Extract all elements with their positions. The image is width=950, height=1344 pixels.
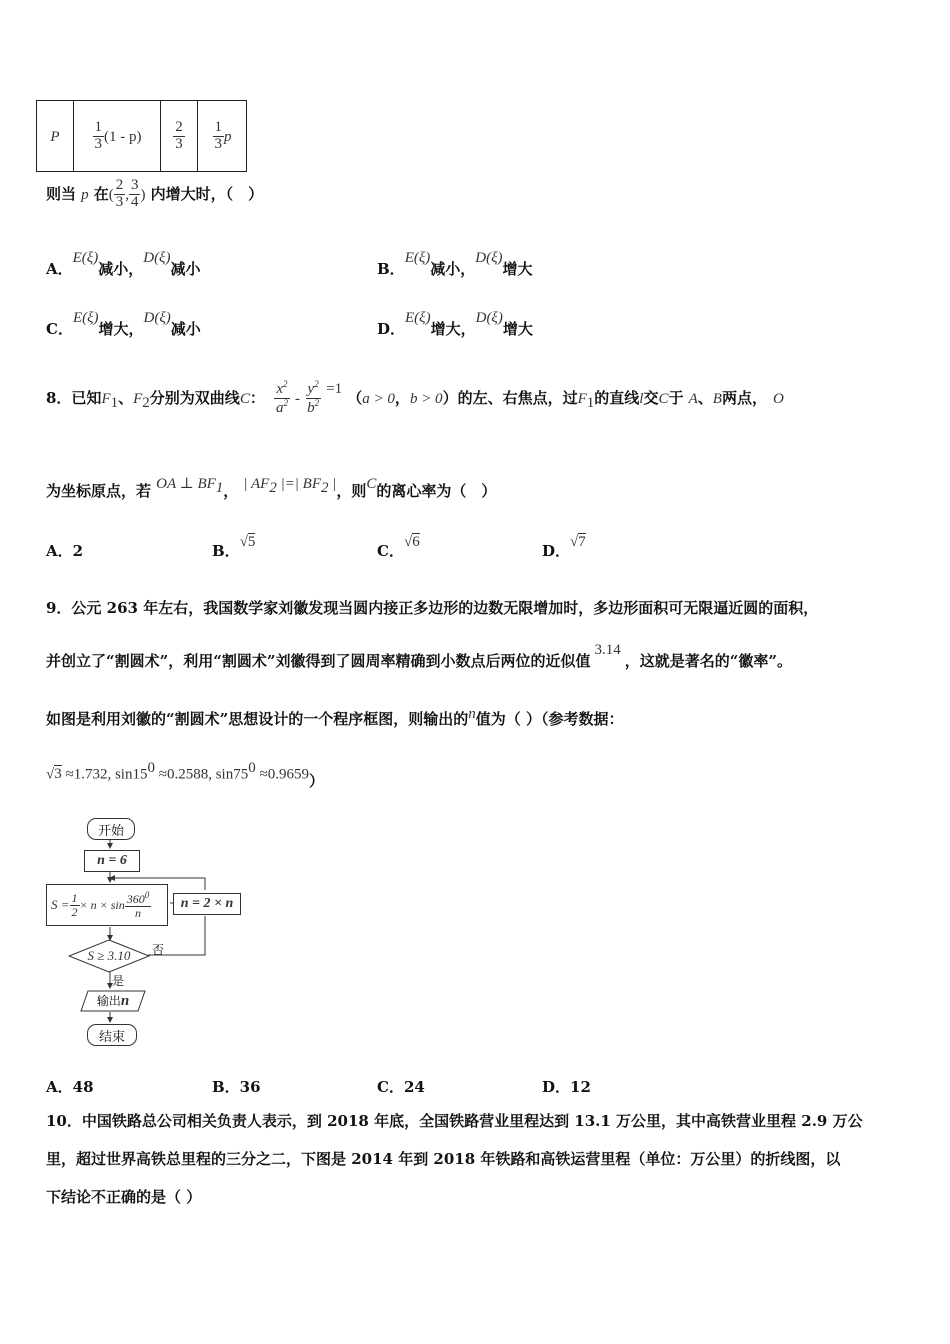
- flowchart-connectors: [40, 810, 260, 1050]
- q9-line1: 9．公元 263 年左右，我国数学家刘徽发现当圆内接正多边形的边数无限增加时，多边形面积可无限逼近圆的面积，: [46, 599, 819, 617]
- table-row-label: P: [37, 101, 74, 172]
- q7-option-a[interactable]: A．E(ξ)减小，D(ξ)减小: [46, 250, 201, 278]
- q10-line1: 10．中国铁路总公司相关负责人表示，到 2018 年底，全国铁路营业里程达到 13.1 万公里，其中高铁营业里程 2.9 万公: [46, 1112, 863, 1130]
- q8-option-d[interactable]: D．√7: [542, 534, 586, 560]
- q9-line3: 如图是利用刘徽的“割圆术”思想设计的一个程序框图，则输出的n值为（ ）（参考数据：: [46, 706, 624, 728]
- q8-option-c[interactable]: C．√6: [377, 534, 420, 560]
- q10-line2: 里，超过世界高铁总里程的三分之二，下图是 2014 年到 2018 年铁路和高铁运营里程（单位：万公里）的折线图，以: [46, 1150, 841, 1168]
- flow-no-label: 否: [152, 943, 165, 957]
- q8-option-a[interactable]: A．2: [46, 542, 84, 560]
- q7-option-d[interactable]: D．E(ξ)增大，D(ξ)增大: [377, 310, 533, 338]
- q9-option-b[interactable]: B．36: [212, 1078, 261, 1096]
- flow-calc: S = $\frac{1}{2}$ × n × sin $\frac{360^0}{n}$: [46, 884, 168, 926]
- q7-stem: 则当 p 在( $\frac{2}{3}$ , $\frac{3}{4}$ ) 内增大时，（ ）: [46, 177, 264, 210]
- flow-init: n = 6: [84, 850, 140, 872]
- q7-option-b[interactable]: B．E(ξ)减小，D(ξ)增大: [377, 250, 533, 278]
- q10-line3: 下结论不正确的是（ ）: [46, 1188, 202, 1206]
- probability-table: [36, 100, 247, 172]
- table-cell-1: $\frac{1}{3}$ (1 - p): [74, 101, 161, 172]
- q9-option-a[interactable]: A．48: [46, 1078, 94, 1096]
- flow-end: 结束: [87, 1024, 137, 1046]
- flow-output: 输出n: [96, 993, 130, 1009]
- q8-stem-line2: 为坐标原点，若 OA ⊥ $BF_1$， | $AF_2$ |=| $BF_2$ |，则C的离心率为（ ）: [46, 476, 497, 500]
- table-cell-2: $\frac{2}{3}$: [161, 101, 198, 172]
- q9-option-c[interactable]: C．24: [377, 1078, 425, 1096]
- flow-update: n = 2 × n: [173, 893, 241, 915]
- q9-line2: 并创立了“割圆术”，利用“割圆术”刘徽得到了圆周率精确到小数点后两位的近似值3.14，这就是著名的“徽率”。: [46, 642, 793, 670]
- q8-option-b[interactable]: B．√5: [212, 534, 256, 560]
- q9-option-d[interactable]: D．12: [542, 1078, 591, 1096]
- q7-option-c[interactable]: C．E(ξ)增大，D(ξ)减小: [46, 310, 201, 338]
- flow-condition: S ≥ 3.10: [87, 948, 131, 963]
- flow-yes-label: 是: [112, 974, 125, 988]
- table-cell-3: $\frac{1}{3}$ p: [198, 101, 247, 172]
- flow-start: 开始: [87, 818, 135, 840]
- q8-stem-line1: 8．已知$F_1$、$F_2$分别为双曲线C： $\frac{x^2}{a^2}$ - $\frac{y^2}{b^2}$ =1 （a > 0，b > 0）的左、右焦点，过$F_1$的直线l交C于 A、B两点， O: [46, 379, 784, 416]
- q9-reference-data: √3 ≈1.732, $\sin 15^0 \approx 0.2588$, $\sin 75^0 \approx 0.9659$）: [46, 760, 324, 791]
